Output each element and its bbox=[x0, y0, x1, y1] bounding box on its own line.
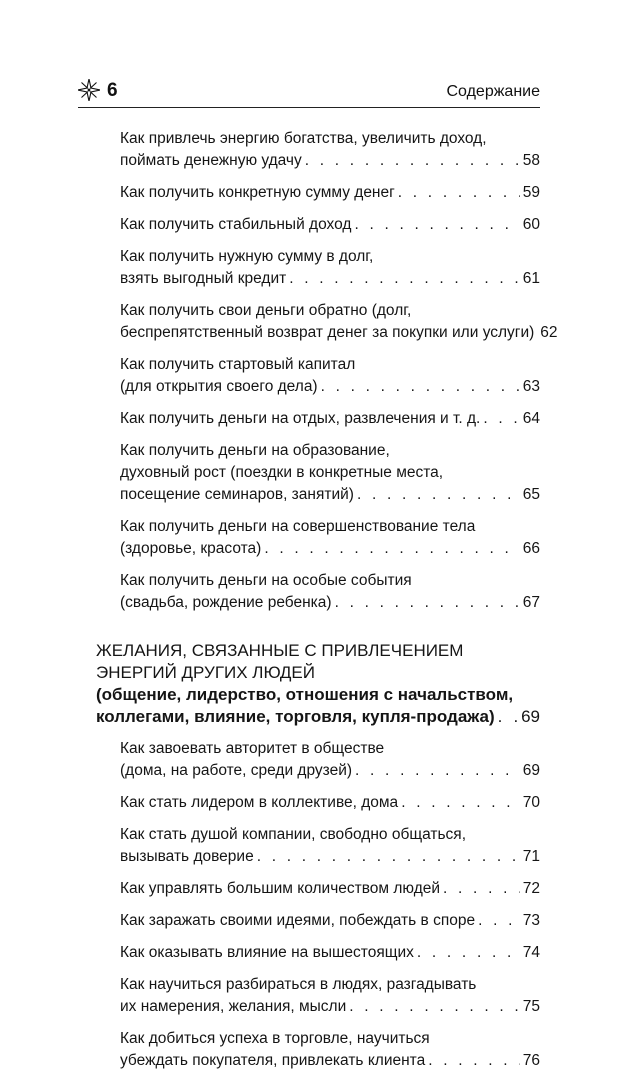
toc-entry-line: (общение, лидерство, отношения с начальством, bbox=[96, 685, 514, 704]
toc-page-number: 69 bbox=[521, 707, 540, 726]
toc-page-number: 58 bbox=[522, 152, 540, 169]
toc-entry-last-line bbox=[120, 942, 540, 964]
dot-leader bbox=[428, 1050, 520, 1072]
toc-entry[interactable] bbox=[96, 440, 540, 506]
toc-page-number: 69 bbox=[522, 762, 540, 779]
toc-page-number: 71 bbox=[522, 848, 540, 865]
toc-entry[interactable] bbox=[96, 942, 540, 964]
toc-entry[interactable] bbox=[96, 878, 540, 900]
toc-page-number: 76 bbox=[522, 1052, 540, 1069]
table-of-contents bbox=[96, 128, 558, 1072]
dot-leader bbox=[355, 760, 520, 782]
toc-entry-line: Как завоевать авторитет в обществе bbox=[120, 740, 385, 757]
toc-entry[interactable] bbox=[96, 570, 540, 614]
page-number: 6 bbox=[107, 80, 118, 101]
toc-entry-last-line bbox=[120, 792, 540, 814]
toc-entry-line: Как получить нужную сумму в долг, bbox=[120, 248, 374, 265]
toc-entry-text: (свадьба, рождение ребенка) bbox=[120, 594, 332, 611]
toc-page-number: 65 bbox=[522, 486, 540, 503]
toc-entry-line: Как получить деньги на образование, bbox=[120, 442, 390, 459]
toc-entry-last-line bbox=[120, 268, 540, 290]
toc-entry-text: (дома, на работе, среди друзей) bbox=[120, 762, 353, 779]
toc-entry-line: Как получить свои деньги обратно (долг, bbox=[120, 302, 412, 319]
toc-entry-text: убеждать покупателя, привлекать клиента bbox=[120, 1052, 426, 1069]
toc-page-number: 59 bbox=[522, 184, 540, 201]
toc-entry-line: Как добиться успеха в торговле, научиться bbox=[120, 1030, 430, 1047]
toc-entry-last-line bbox=[120, 760, 540, 782]
toc-entry-text: коллегами, влияние, торговля, купля-продажа) bbox=[96, 707, 495, 726]
toc-page-number: 70 bbox=[522, 794, 540, 811]
toc-entry-last-line bbox=[120, 150, 540, 172]
dot-leader bbox=[357, 484, 520, 506]
toc-entry-last-line bbox=[120, 182, 540, 204]
toc-entry-last-line bbox=[96, 706, 540, 728]
dot-leader bbox=[289, 268, 520, 290]
toc-entry[interactable] bbox=[96, 182, 540, 204]
header-rule bbox=[78, 107, 540, 108]
toc-entry-text: Как получить стабильный доход bbox=[120, 216, 352, 233]
toc-page-number: 67 bbox=[522, 594, 540, 611]
toc-entry-text: поймать денежную удачу bbox=[120, 152, 302, 169]
toc-page-number: 74 bbox=[522, 944, 540, 961]
toc-entry-text: беспрепятственный возврат денег за покупки или услуги) bbox=[120, 324, 535, 341]
toc-page-number: 66 bbox=[522, 540, 540, 557]
toc-entry-line: ЭНЕРГИЙ ДРУГИХ ЛЮДЕЙ bbox=[96, 663, 315, 682]
toc-entry-text: Как оказывать влияние на вышестоящих bbox=[120, 944, 414, 961]
toc-entry[interactable] bbox=[96, 516, 540, 560]
dot-leader bbox=[264, 538, 519, 560]
page-header bbox=[78, 79, 540, 105]
toc-entry-text: Как получить деньги на отдых, развлечения и т. д. bbox=[120, 410, 481, 427]
toc-entry-line: Как получить стартовый капитал bbox=[120, 356, 356, 373]
dot-leader bbox=[354, 214, 519, 236]
dot-leader bbox=[257, 846, 520, 868]
toc-entry[interactable] bbox=[96, 910, 540, 932]
toc-entry-last-line bbox=[120, 484, 540, 506]
toc-entry-last-line bbox=[120, 910, 540, 932]
toc-page-number: 73 bbox=[522, 912, 540, 929]
dot-leader bbox=[321, 376, 520, 398]
toc-entry-last-line bbox=[120, 408, 540, 430]
dot-leader bbox=[498, 706, 518, 728]
toc-entry[interactable] bbox=[96, 738, 540, 782]
toc-entry-line: Как получить деньги на особые события bbox=[120, 572, 412, 589]
toc-entry[interactable] bbox=[96, 408, 540, 430]
toc-page-number: 64 bbox=[522, 410, 540, 427]
toc-entry-text: Как управлять большим количеством людей bbox=[120, 880, 441, 897]
dot-leader bbox=[478, 910, 520, 932]
toc-page-number: 63 bbox=[522, 378, 540, 395]
toc-entry-text: взять выгодный кредит bbox=[120, 270, 287, 287]
toc-entry[interactable] bbox=[96, 214, 540, 236]
dot-leader bbox=[349, 996, 520, 1018]
toc-entry[interactable] bbox=[96, 1028, 540, 1072]
dot-leader bbox=[398, 182, 520, 204]
toc-page-number: 61 bbox=[522, 270, 540, 287]
toc-page-number: 60 bbox=[522, 216, 540, 233]
dot-leader bbox=[443, 878, 520, 900]
toc-entry-text: (для открытия своего дела) bbox=[120, 378, 318, 395]
compass-star-icon bbox=[78, 79, 100, 101]
toc-entry[interactable] bbox=[96, 300, 558, 344]
toc-entry[interactable] bbox=[96, 824, 540, 868]
toc-entry-text: их намерения, желания, мысли bbox=[120, 998, 347, 1015]
dot-leader bbox=[335, 592, 520, 614]
toc-entry-line: Как стать душой компании, свободно общаться, bbox=[120, 826, 466, 843]
toc-entry-line: Как научиться разбираться в людях, разгадывать bbox=[120, 976, 477, 993]
toc-entry[interactable] bbox=[96, 354, 540, 398]
toc-entry-last-line bbox=[120, 214, 540, 236]
toc-entry-last-line bbox=[120, 592, 540, 614]
toc-entry-last-line bbox=[120, 376, 540, 398]
toc-entry-last-line bbox=[120, 878, 540, 900]
toc-entry[interactable] bbox=[96, 792, 540, 814]
dot-leader bbox=[401, 792, 520, 814]
toc-entry-text: Как заражать своими идеями, побеждать в споре bbox=[120, 912, 476, 929]
toc-entry-last-line bbox=[120, 996, 540, 1018]
dot-leader bbox=[305, 150, 520, 172]
toc-entry[interactable] bbox=[96, 974, 540, 1018]
toc-entry-text: Как получить конкретную сумму денег bbox=[120, 184, 395, 201]
toc-entry-text: посещение семинаров, занятий) bbox=[120, 486, 354, 503]
toc-entry[interactable] bbox=[96, 128, 540, 172]
toc-page-number: 72 bbox=[522, 880, 540, 897]
toc-entry-text: (здоровье, красота) bbox=[120, 540, 262, 557]
toc-entry-last-line bbox=[120, 322, 558, 344]
toc-entry-line: духовный рост (поездки в конкретные места, bbox=[120, 464, 444, 481]
toc-entry-text: Как стать лидером в коллективе, дома bbox=[120, 794, 399, 811]
toc-entry-line: ЖЕЛАНИЯ, СВЯЗАННЫЕ С ПРИВЛЕЧЕНИЕМ bbox=[96, 641, 464, 660]
toc-page-number: 62 bbox=[540, 324, 558, 341]
toc-page-number: 75 bbox=[522, 998, 540, 1015]
toc-entry-last-line bbox=[120, 538, 540, 560]
dot-leader bbox=[483, 408, 519, 430]
running-title: Содержание bbox=[446, 83, 540, 100]
toc-entry-text: вызывать доверие bbox=[120, 848, 254, 865]
dot-leader bbox=[417, 942, 520, 964]
toc-entry-last-line bbox=[120, 1050, 540, 1072]
toc-group-entry[interactable] bbox=[96, 640, 540, 728]
toc-entry-line: Как получить деньги на совершенствование тела bbox=[120, 518, 476, 535]
toc-entry[interactable] bbox=[96, 246, 540, 290]
toc-entry-line: Как привлечь энергию богатства, увеличить доход, bbox=[120, 130, 487, 147]
toc-entry-last-line bbox=[120, 846, 540, 868]
